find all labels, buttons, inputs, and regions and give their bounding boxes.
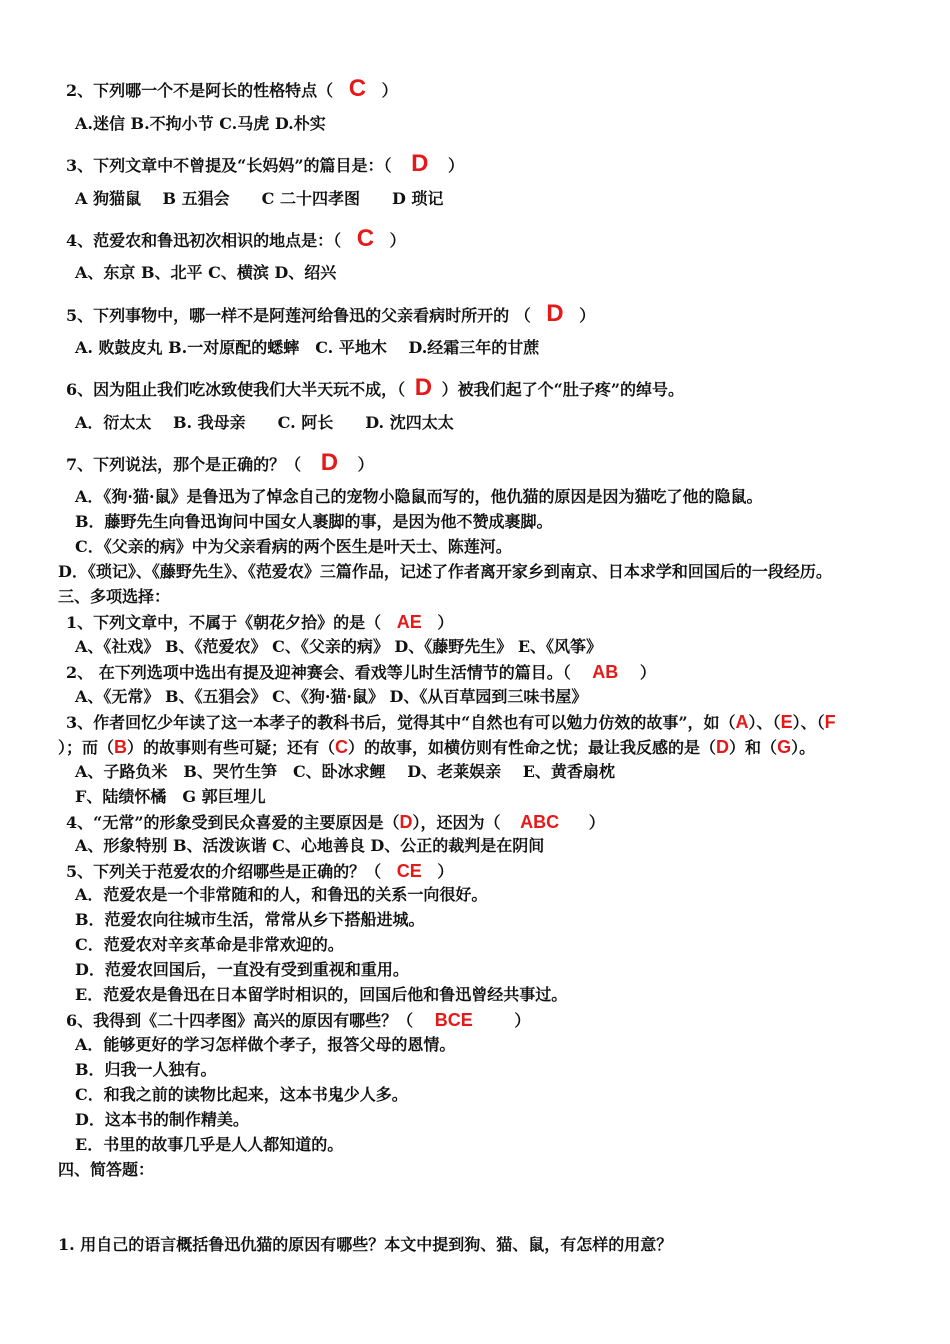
question-text: 4、范爱农和鲁迅初次相识的地点是：（ xyxy=(66,231,342,250)
question-text-end: ） xyxy=(514,1011,531,1030)
question-3-options: A 狗猫鼠 B 五猖会 C 二十四孝图 D 琐记 xyxy=(75,189,444,208)
question-text-end: ） xyxy=(639,663,656,682)
question-text: ）。 xyxy=(791,738,816,757)
multi-question-2-options: A、《无常》 B、《五猖会》 C、《狗·猫·鼠》 D、《从百草园到三味书屋》 xyxy=(75,687,588,706)
question-7 xyxy=(66,449,374,476)
question-text: 3、下列文章中不曾提及“长妈妈”的篇目是：（ xyxy=(66,156,392,175)
question-text: 6、因为阻止我们吃冰致使我们大半天玩不成，（ xyxy=(66,380,406,399)
question-text: ）、（ xyxy=(748,713,781,732)
answer-mark: D xyxy=(414,374,433,401)
question-2-options: A.迷信 B.不拘小节 C.马虎 D.朴实 xyxy=(75,114,326,133)
question-text: 3、作者回忆少年读了这一本孝子的教科书后，觉得其中“自然也有可以勉力仿效的故事”，如（ xyxy=(66,713,736,732)
question-4-options: A、东京 B、北平 C、横滨 D、绍兴 xyxy=(75,263,337,282)
answer-mark: F xyxy=(824,712,836,732)
option-c: C．和我之前的读物比起来，这本书鬼少人多。 xyxy=(75,1085,408,1104)
multi-question-3-line-1 xyxy=(66,712,836,733)
question-4 xyxy=(66,225,406,252)
option-e: E．书里的故事几乎是人人都知道的。 xyxy=(75,1135,344,1154)
multi-question-2 xyxy=(66,662,656,683)
answer-mark: D xyxy=(411,150,429,177)
question-text-end: ） xyxy=(579,306,596,325)
option-d: D．《琐记》、《藤野先生》、《范爱农》三篇作品，记述了作者离开家乡到南京、日本求学和回国后的一段经历。 xyxy=(58,562,832,581)
multi-question-3-line-2 xyxy=(58,737,815,758)
question-text: ）和（ xyxy=(729,738,778,757)
multi-question-1 xyxy=(66,612,453,633)
option-a: A．能够更好的学习怎样做个孝子，报答父母的恩情。 xyxy=(75,1035,456,1054)
answer-mark: D xyxy=(320,449,339,476)
answer-mark: AE xyxy=(396,612,422,632)
answer-mark: C xyxy=(335,737,349,757)
option-c: C．范爱农对辛亥革命是非常欢迎的。 xyxy=(75,935,344,954)
option-d: D．范爱农回国后，一直没有受到重视和重用。 xyxy=(75,960,409,979)
short-answer-question-1: 1. 用自己的语言概括鲁迅仇猫的原因有哪些？本文中提到狗、猫、鼠，有怎样的用意？ xyxy=(58,1235,673,1254)
answer-mark: AB xyxy=(592,662,619,682)
question-text: ）；而（ xyxy=(58,738,115,757)
answer-mark: G xyxy=(777,737,792,757)
question-text-end: ） xyxy=(437,613,454,632)
multi-question-1-options: A、《社戏》 B、《范爱农》 C、《父亲的病》 D、《藤野先生》 E、《风筝》 xyxy=(75,637,603,656)
option-e: E．范爱农是鲁迅在日本留学时相识的，回国后他和鲁迅曾经共事过。 xyxy=(75,985,568,1004)
question-text: ）的故事则有些可疑；还有（ xyxy=(127,738,336,757)
question-5-options: A. 败鼓皮丸 B.一对原配的蟋蟀 C. 平地木 D.经霜三年的甘蔗 xyxy=(75,338,540,357)
question-text: 2、下列哪一个不是阿长的性格特点（ xyxy=(66,81,334,100)
answer-mark: ABC xyxy=(520,812,560,832)
multi-question-4-options: A、形象特别 B、活泼诙谐 C、心地善良 D、公正的裁判是在阴间 xyxy=(75,836,545,855)
option-c: C．《父亲的病》中为父亲看病的两个医生是叶天士、陈莲河。 xyxy=(75,537,512,556)
question-text-end: ） xyxy=(357,455,374,474)
multi-question-3-options-2: F、陆绩怀橘 G 郭巨埋儿 xyxy=(75,787,266,806)
question-text: 2、 在下列选项中选出有提及迎神赛会、看戏等儿时生活情节的篇目。（ xyxy=(66,663,571,682)
question-text-end: ） xyxy=(448,156,465,175)
question-text: ）、（ xyxy=(792,713,825,732)
question-2 xyxy=(66,75,398,102)
option-b: B．范爱农向往城市生活，常常从乡下搭船进城。 xyxy=(75,910,425,929)
answer-mark: CE xyxy=(396,861,422,881)
answer-mark: B xyxy=(114,737,128,757)
option-a: A．《狗·猫·鼠》是鲁迅为了悼念自己的宠物小隐鼠而写的，他仇猫的原因是因为猫吃了他的隐鼠。 xyxy=(75,487,763,506)
option-b: B．藤野先生向鲁迅询问中国女人裹脚的事，是因为他不赞成裹脚。 xyxy=(75,512,553,531)
answer-mark: C xyxy=(356,225,375,252)
answer-mark: D xyxy=(546,300,564,327)
question-text: 5、下列关于范爱农的介绍哪些是正确的？（ xyxy=(66,862,382,881)
section-heading-short-answer: 四、简答题： xyxy=(58,1160,155,1179)
question-text: 6、我得到《二十四孝图》高兴的原因有哪些？（ xyxy=(66,1011,414,1030)
multi-question-3-options-1: A、子路负米 B、哭竹生笋 C、卧冰求鲤 D、老莱娱亲 E、黄香扇枕 xyxy=(75,762,615,781)
multi-question-4 xyxy=(66,812,605,833)
question-6 xyxy=(66,374,685,401)
question-6-options: A．衍太太 B. 我母亲 C. 阿长 D. 沈四太太 xyxy=(75,413,454,432)
question-text-end: ）被我们起了个“肚子疼”的绰号。 xyxy=(441,380,685,399)
option-d: D．这本书的制作精美。 xyxy=(75,1110,249,1129)
question-text-end: ） xyxy=(588,813,605,832)
option-a: A．范爱农是一个非常随和的人，和鲁迅的关系一向很好。 xyxy=(75,885,488,904)
question-text-end: ） xyxy=(437,862,454,881)
question-3 xyxy=(66,150,465,177)
question-text: 4、“无常”的形象受到民众喜爱的主要原因是（ xyxy=(66,813,400,832)
question-text: 5、下列事物中，哪一样不是阿莲河给鲁迅的父亲看病时所开的 （ xyxy=(66,306,531,325)
question-text: 1、下列文章中，不属于《朝花夕拾》的是（ xyxy=(66,613,382,632)
multi-question-6 xyxy=(66,1010,530,1031)
answer-mark: D xyxy=(716,737,730,757)
question-text: 7、下列说法，那个是正确的？（ xyxy=(66,455,302,474)
question-text-end: ） xyxy=(389,231,406,250)
answer-mark: BCE xyxy=(434,1010,473,1030)
question-text: ），还因为（ xyxy=(412,813,501,832)
answer-mark: A xyxy=(735,712,749,732)
answer-mark: E xyxy=(780,712,793,732)
question-text-end: ） xyxy=(381,81,398,100)
answer-mark: C xyxy=(348,75,367,102)
option-b: B．归我一人独有。 xyxy=(75,1060,217,1079)
answer-mark: D xyxy=(399,812,413,832)
question-text: ）的故事，如横仿则有性命之忧；最让我反感的是（ xyxy=(348,738,717,757)
question-5 xyxy=(66,300,596,327)
section-heading-multiple-choice: 三、多项选择： xyxy=(58,587,171,606)
multi-question-5 xyxy=(66,861,453,882)
